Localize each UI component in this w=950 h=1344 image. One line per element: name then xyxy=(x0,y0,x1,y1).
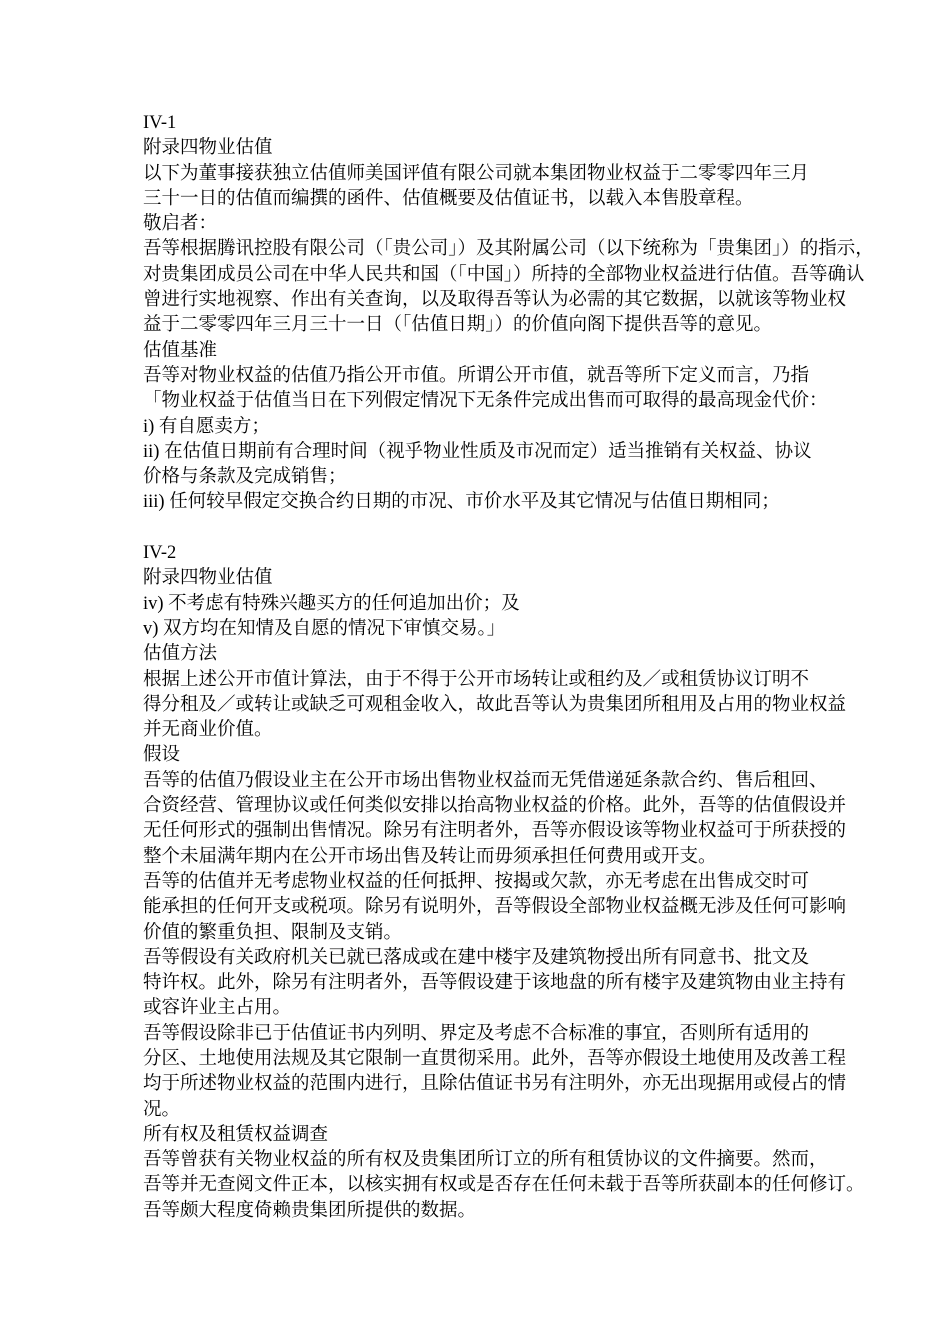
appendix-header: 附录四物业估值 xyxy=(143,568,273,589)
text-line: 整个未届满年期内在公开市场出售及转让而毋须承担任何费用或开支。 xyxy=(143,846,717,867)
text-line: 价值的繁重负担、限制及支销。 xyxy=(143,922,403,943)
text-line: 并无商业价值。 xyxy=(143,720,273,741)
text-line: 况。 xyxy=(143,1099,181,1120)
page-section-iv-2 xyxy=(143,541,865,1224)
text-line: 以下为董事接获独立估值师美国评值有限公司就本集团物业权益于二零零四年三月 xyxy=(143,163,810,184)
text-line: iii) 任何较早假定交换合约日期的市况、市价水平及其它情况与估值日期相同； xyxy=(143,492,780,513)
document-body xyxy=(143,111,874,1224)
page-label: IV-2 xyxy=(143,543,177,564)
text-line: 吾等对物业权益的估值乃指公开市值。所谓公开市值，就吾等所下定义而言，乃指 xyxy=(143,365,810,386)
text-line: 敬启者： xyxy=(143,214,218,235)
text-line: 所有权及租赁权益调查 xyxy=(143,1124,329,1145)
text-line: 吾等假设有关政府机关已就已落成或在建中楼宇及建筑物授出所有同意书、批文及 xyxy=(143,947,810,968)
text-line: v) 双方均在知情及自愿的情况下审慎交易。」 xyxy=(143,618,506,639)
text-line: 吾等假设除非已于估值证书内列明、界定及考虑不合标准的事宜，否则所有适用的 xyxy=(143,1023,810,1044)
page-section-iv-1 xyxy=(143,111,874,516)
text-line: 估值基准 xyxy=(143,340,218,361)
text-line: 得分租及／或转让或缺乏可观租金收入，故此吾等认为贵集团所租用及占用的物业权益 xyxy=(143,694,847,715)
text-line: 无任何形式的强制出售情况。除另有注明者外，吾等亦假设该等物业权益可于所获授的 xyxy=(143,821,847,842)
section-lines xyxy=(143,592,865,1224)
text-line: 三十一日的估值而编撰的函件、估值概要及估值证书，以载入本售股章程。 xyxy=(143,188,754,209)
text-line: 吾等的估值并无考虑物业权益的任何抵押、按揭或欠款，亦无考虑在出售成交时可 xyxy=(143,871,810,892)
text-line: 曾进行实地视察、作出有关查询，以及取得吾等认为必需的其它数据，以就该等物业权 xyxy=(143,290,847,311)
text-line: 吾等根据腾讯控股有限公司（「贵公司」）及其附属公司（以下统称为「贵集团」）的指示， xyxy=(143,239,874,260)
text-line: 估值方法 xyxy=(143,644,218,665)
text-line: 吾等曾获有关物业权益的所有权及贵集团所订立的所有租赁协议的文件摘要。然而， xyxy=(143,1150,828,1171)
page-label: IV-1 xyxy=(143,113,177,133)
text-line: 或容许业主占用。 xyxy=(143,998,292,1019)
text-line: i) 有自愿卖方； xyxy=(143,416,270,437)
section-gap xyxy=(143,516,833,541)
text-line: ii) 在估值日期前有合理时间（视乎物业性质及市况而定）适当推销有关权益、协议 xyxy=(143,441,812,462)
text-line: 益于二零零四年三月三十一日（「估值日期」）的价值向阁下提供吾等的意见。 xyxy=(143,315,773,336)
text-line: 吾等颇大程度倚赖贵集团所提供的数据。 xyxy=(143,1200,477,1221)
text-line: 对贵集团成员公司在中华人民共和国（「中国」）所持的全部物业权益进行估值。吾等确认 xyxy=(143,264,865,285)
text-line: 吾等的估值乃假设业主在公开市场出售物业权益而无凭借递延条款合约、售后租回、 xyxy=(143,770,828,791)
text-line: iv) 不考虑有特殊兴趣买方的任何追加出价；及 xyxy=(143,593,520,614)
text-line: 分区、土地使用法规及其它限制一直贯彻采用。此外，吾等亦假设土地使用及改善工程 xyxy=(143,1048,847,1069)
text-line: 「物业权益于估值当日在下列假定情况下无条件完成出售而可取得的最高现金代价： xyxy=(143,391,828,412)
text-line: 根据上述公开市值计算法，由于不得于公开市场转让或租约及／或租赁协议订明不 xyxy=(143,669,810,690)
text-line: 特许权。此外，除另有注明者外，吾等假设建于该地盘的所有楼宇及建筑物由业主持有 xyxy=(143,973,847,994)
section-lines xyxy=(143,162,874,516)
text-line: 合资经营、管理协议或任何类似安排以抬高物业权益的价格。此外，吾等的估值假设并 xyxy=(143,796,847,817)
text-line: 假设 xyxy=(143,745,181,766)
appendix-header: 附录四物业估值 xyxy=(143,138,273,159)
text-line: 价格与条款及完成销售； xyxy=(143,467,347,488)
text-line: 吾等并无查阅文件正本，以核实拥有权或是否存在任何未载于吾等所获副本的任何修订。 xyxy=(143,1175,865,1196)
text-line: 均于所述物业权益的范围内进行，且除估值证书另有注明外，亦无出现据用或侵占的情 xyxy=(143,1074,847,1095)
text-line: 能承担的任何开支或税项。除另有说明外，吾等假设全部物业权益概无涉及任何可影响 xyxy=(143,897,847,918)
